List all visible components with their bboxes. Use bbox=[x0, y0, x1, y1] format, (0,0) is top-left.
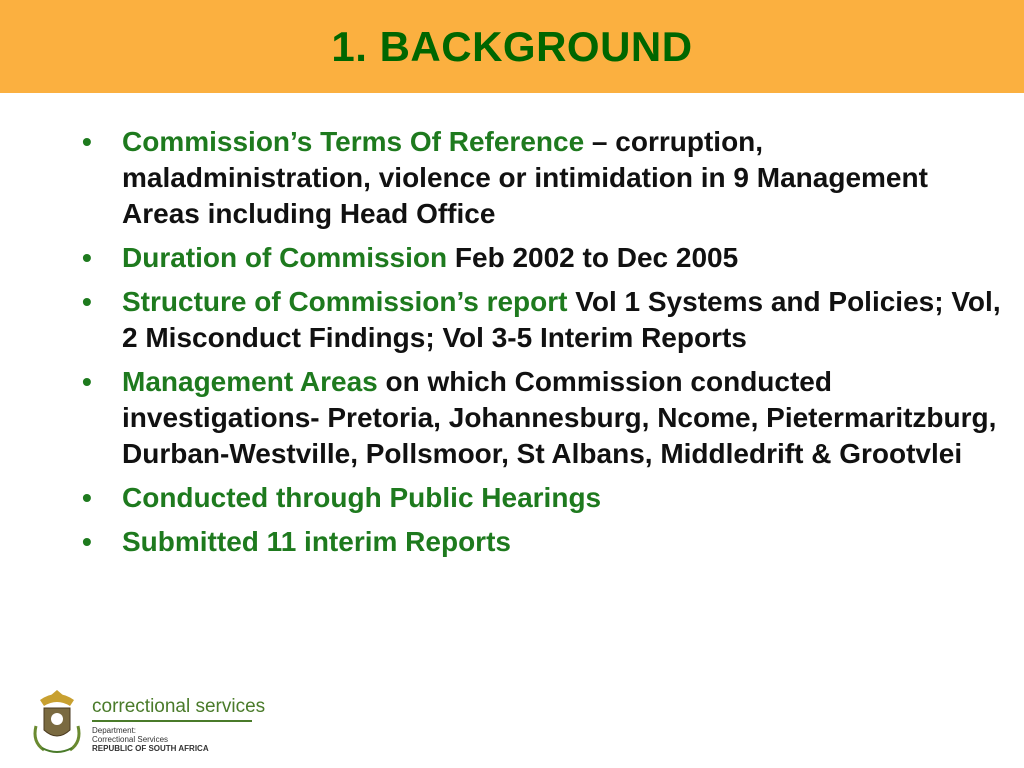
dept-line: Department: bbox=[92, 726, 137, 735]
bullet-highlight: Duration of Commission bbox=[122, 242, 448, 273]
bullet-item bbox=[82, 480, 1012, 516]
bullet-icon: • bbox=[82, 366, 92, 397]
bullet-highlight: Commission’s Terms Of Reference bbox=[122, 126, 585, 157]
bullet-text: on which Commission conducted investigations- Pretoria, Johannesburg, Ncome, Pietermaritzburg, Durban-Westville, Pollsmoor, St Albans, Middledrift & Grootvlei bbox=[122, 366, 997, 469]
bullet-highlight: Management Areas bbox=[122, 366, 378, 397]
bullet-item bbox=[82, 284, 1012, 356]
brand-name: correctional services bbox=[92, 696, 266, 717]
bullet-item bbox=[82, 124, 1012, 232]
bullet-highlight: Structure of Commission’s report bbox=[122, 286, 568, 317]
bullet-highlight: Conducted through Public Hearings bbox=[122, 482, 602, 513]
bullet-icon: • bbox=[82, 286, 92, 317]
bullet-icon: • bbox=[82, 526, 92, 557]
bullet-item bbox=[82, 364, 1012, 472]
bullet-icon: • bbox=[82, 482, 92, 513]
dept-line: REPUBLIC OF SOUTH AFRICA bbox=[92, 744, 209, 753]
bullet-text: Vol 1 Systems and Policies; Vol, 2 Misconduct Findings; Vol 3-5 Interim Reports bbox=[122, 286, 1001, 353]
coat-of-arms-icon bbox=[30, 686, 84, 758]
slide-title: 1. BACKGROUND bbox=[331, 22, 693, 70]
title-bar bbox=[0, 0, 1024, 93]
department-text bbox=[92, 726, 209, 753]
department-logo bbox=[30, 686, 270, 758]
bullet-icon: • bbox=[82, 242, 92, 273]
bullet-list bbox=[82, 124, 1012, 568]
dept-line: Correctional Services bbox=[92, 735, 169, 744]
bullet-highlight: Submitted 11 interim Reports bbox=[122, 526, 511, 557]
bullet-text: – corruption, maladministration, violence or intimidation in 9 Management Areas including Head Office bbox=[122, 126, 928, 229]
divider bbox=[92, 720, 252, 722]
bullet-item bbox=[82, 524, 1012, 560]
bullet-text: Feb 2002 to Dec 2005 bbox=[447, 242, 739, 273]
bullet-item bbox=[82, 240, 1012, 276]
bullet-icon: • bbox=[82, 126, 92, 157]
